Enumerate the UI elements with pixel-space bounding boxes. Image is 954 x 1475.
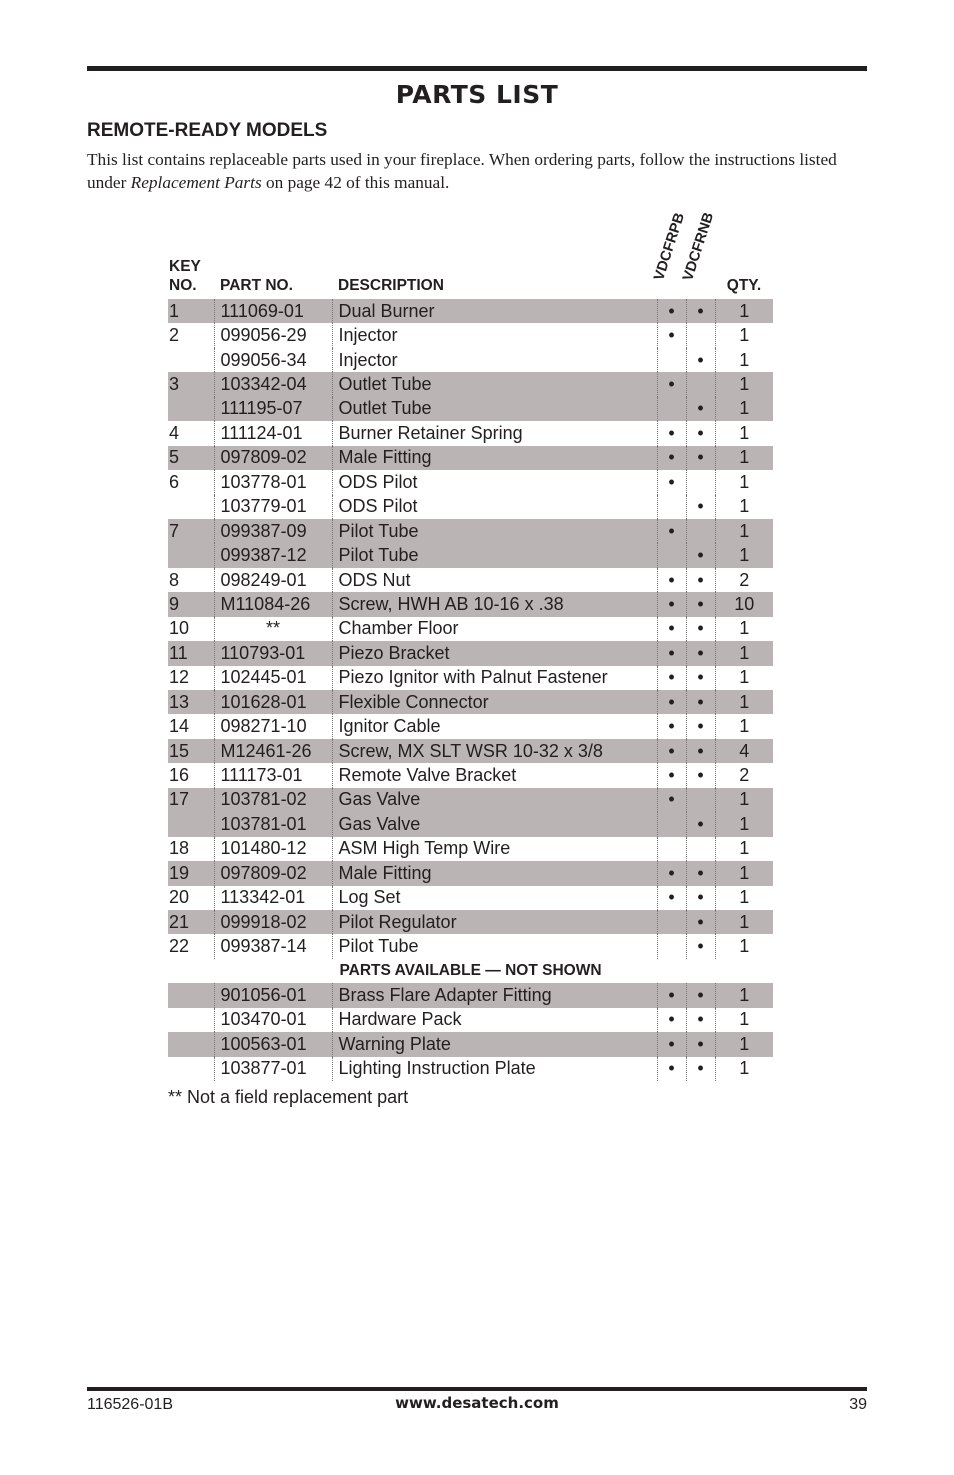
table-row <box>168 641 773 665</box>
description-cell: Screw, MX SLT WSR 10-32 x 3/8 <box>332 739 657 763</box>
key-no-cell: 12 <box>169 667 190 688</box>
description-cell: Injector <box>332 348 657 372</box>
table-row <box>168 714 773 738</box>
part-no-cell: M12461-26 <box>214 739 332 763</box>
part-no-cell: 103342-04 <box>214 372 332 396</box>
description-cell: Hardware Pack <box>332 1008 657 1032</box>
qty-cell: 1 <box>715 1032 773 1056</box>
part-no-cell: 103781-02 <box>214 788 332 812</box>
part-no-cell: 099387-12 <box>214 543 332 567</box>
qty-cell: 1 <box>715 543 773 567</box>
key-no-cell: 19 <box>168 861 214 885</box>
model2-mark-cell: • <box>686 568 715 592</box>
not-shown-heading: PARTS AVAILABLE — NOT SHOWN <box>339 962 602 980</box>
table-row <box>168 1032 773 1056</box>
description-cell: Piezo Bracket <box>332 641 657 665</box>
part-no-cell: 099918-02 <box>214 910 332 934</box>
part-no-cell: 100563-01 <box>214 1032 332 1056</box>
description-cell: Warning Plate <box>332 1032 657 1056</box>
part-no-cell: 110793-01 <box>214 641 332 665</box>
key-no-cell <box>168 1057 214 1081</box>
description-cell: Burner Retainer Spring <box>332 421 657 445</box>
model2-mark-cell: • <box>686 763 715 787</box>
model1-mark-cell: • <box>657 470 686 494</box>
table-row <box>168 568 773 592</box>
table-row <box>168 861 773 885</box>
part-no-cell: 101480-12 <box>214 837 332 861</box>
part-no-cell: 111069-01 <box>214 299 332 323</box>
qty-header: QTY. <box>726 277 762 294</box>
model2-mark-cell: • <box>686 812 715 836</box>
qty-cell: 1 <box>715 934 773 958</box>
description-cell: Gas Valve <box>332 788 657 812</box>
qty-cell: 1 <box>715 641 773 665</box>
model1-mark-cell: • <box>657 641 686 665</box>
model2-mark-cell: • <box>686 1008 715 1032</box>
qty-cell: 1 <box>715 1057 773 1081</box>
key-no-cell: 2 <box>169 325 180 346</box>
table-row <box>168 666 773 690</box>
part-no-cell: 901056-01 <box>214 983 332 1007</box>
qty-cell: 2 <box>715 568 773 592</box>
description-header: DESCRIPTION <box>338 277 444 294</box>
not-shown-heading-row <box>168 959 773 983</box>
description-cell: ASM High Temp Wire <box>332 837 657 861</box>
model1-header: VDCFRPB <box>651 210 689 283</box>
qty-cell: 1 <box>715 1008 773 1032</box>
qty-cell: 4 <box>715 739 773 763</box>
model1-mark-cell <box>657 543 686 567</box>
qty-cell: 1 <box>715 861 773 885</box>
model2-mark-cell: • <box>686 1057 715 1081</box>
model1-mark-cell: • <box>657 592 686 616</box>
key-no-cell: 14 <box>169 716 190 737</box>
description-cell: Chamber Floor <box>332 617 657 641</box>
part-no-cell: 102445-01 <box>214 666 332 690</box>
key-no-cell: 6 <box>169 471 180 492</box>
description-cell: Lighting Instruction Plate <box>332 1057 657 1081</box>
part-no-cell: 103779-01 <box>214 495 332 519</box>
description-cell: ODS Nut <box>332 568 657 592</box>
model1-mark-cell <box>657 348 686 372</box>
key-no-cell: 8 <box>169 569 180 590</box>
table-row <box>168 690 773 714</box>
model2-mark-cell: • <box>686 714 715 738</box>
model1-mark-cell: • <box>657 861 686 885</box>
model1-mark-cell: • <box>657 739 686 763</box>
model2-mark-cell: • <box>686 495 715 519</box>
description-cell: Screw, HWH AB 10-16 x .38 <box>332 592 657 616</box>
description-cell: Log Set <box>332 886 657 910</box>
website-url: www.desatech.com <box>395 1394 559 1412</box>
model1-mark-cell: • <box>657 886 686 910</box>
model2-mark-cell: • <box>686 910 715 934</box>
qty-cell: 1 <box>715 812 773 836</box>
description-cell: Ignitor Cable <box>332 714 657 738</box>
description-cell: Remote Valve Bracket <box>332 763 657 787</box>
key-header-line2: NO. <box>169 277 197 294</box>
model1-mark-cell: • <box>657 568 686 592</box>
qty-cell: 1 <box>715 348 773 372</box>
part-no-cell: 103470-01 <box>214 1008 332 1032</box>
model1-mark-cell: • <box>657 1032 686 1056</box>
part-no-cell: 099387-09 <box>214 519 332 543</box>
model1-mark-cell: • <box>657 617 686 641</box>
part-no-cell: M11084-26 <box>214 592 332 616</box>
table-row <box>168 421 773 445</box>
key-no-cell: 16 <box>169 765 190 786</box>
qty-cell: 1 <box>715 519 773 543</box>
footnote: ** Not a field replacement part <box>168 1087 409 1107</box>
part-no-cell: 097809-02 <box>214 861 332 885</box>
part-no-cell: 099387-14 <box>214 934 332 958</box>
key-no-cell: 7 <box>168 519 214 543</box>
key-no-cell <box>168 495 214 519</box>
table-row <box>168 372 773 396</box>
table-row <box>168 1008 773 1032</box>
part-no-cell: 098271-10 <box>214 714 332 738</box>
model1-mark-cell: • <box>657 323 686 347</box>
top-rule <box>87 66 867 71</box>
table-row <box>168 592 773 616</box>
model1-mark-cell <box>657 397 686 421</box>
model2-mark-cell: • <box>686 690 715 714</box>
table-row <box>168 739 773 763</box>
key-no-cell <box>168 812 214 836</box>
description-cell: Injector <box>332 323 657 347</box>
description-cell: ODS Pilot <box>332 470 657 494</box>
key-no-cell: 5 <box>168 446 214 470</box>
table-row <box>168 837 773 861</box>
key-no-cell: 21 <box>168 910 214 934</box>
model2-mark-cell: • <box>686 421 715 445</box>
qty-cell: 1 <box>715 323 773 347</box>
model2-mark-cell: • <box>686 666 715 690</box>
part-no-cell: 098249-01 <box>214 568 332 592</box>
key-no-header <box>168 210 214 299</box>
description-cell: Brass Flare Adapter Fitting <box>332 983 657 1007</box>
model2-mark-cell: • <box>686 543 715 567</box>
key-no-cell: 13 <box>168 690 214 714</box>
table-row <box>168 470 773 494</box>
model2-mark-cell: • <box>686 1032 715 1056</box>
key-no-cell: 11 <box>168 641 214 665</box>
model2-mark-cell: • <box>686 592 715 616</box>
model1-mark-cell: • <box>657 666 686 690</box>
model2-mark-cell: • <box>686 299 715 323</box>
qty-cell: 1 <box>715 983 773 1007</box>
description-cell: ODS Pilot <box>332 495 657 519</box>
qty-cell: 1 <box>715 788 773 812</box>
model1-mark-cell: • <box>657 446 686 470</box>
bottom-rule <box>87 1387 867 1391</box>
model1-mark-cell: • <box>657 1057 686 1081</box>
model2-mark-cell <box>686 470 715 494</box>
model1-mark-cell <box>657 934 686 958</box>
model2-mark-cell: • <box>686 397 715 421</box>
description-cell: Male Fitting <box>332 861 657 885</box>
key-no-cell <box>168 1032 214 1056</box>
table-row <box>168 519 773 543</box>
key-no-cell: 9 <box>168 592 214 616</box>
model1-mark-cell: • <box>657 421 686 445</box>
model2-mark-cell: • <box>686 617 715 641</box>
description-cell: Flexible Connector <box>332 690 657 714</box>
qty-cell: 1 <box>715 495 773 519</box>
table-row <box>168 910 773 934</box>
key-no-cell: 4 <box>169 422 180 443</box>
key-no-cell: 1 <box>168 299 214 323</box>
qty-cell: 1 <box>715 690 773 714</box>
part-no-cell: 113342-01 <box>214 886 332 910</box>
key-no-cell <box>168 397 214 421</box>
part-no-cell: 099056-34 <box>214 348 332 372</box>
part-no-cell: 103877-01 <box>214 1057 332 1081</box>
qty-cell: 1 <box>715 397 773 421</box>
table-row <box>168 763 773 787</box>
table-row <box>168 886 773 910</box>
qty-cell: 1 <box>715 470 773 494</box>
qty-cell: 1 <box>715 617 773 641</box>
doc-number: 116526-01B <box>87 1396 173 1413</box>
description-cell: Piezo Ignitor with Palnut Fastener <box>332 666 657 690</box>
model2-mark-cell <box>686 519 715 543</box>
qty-cell: 1 <box>715 372 773 396</box>
parts-table <box>168 210 773 1081</box>
key-no-cell: 15 <box>168 739 214 763</box>
description-cell: Male Fitting <box>332 446 657 470</box>
description-cell: Outlet Tube <box>332 397 657 421</box>
table-header-row <box>168 210 773 299</box>
model2-mark-cell: • <box>686 861 715 885</box>
model2-mark-cell <box>686 788 715 812</box>
section-title: REMOTE-READY MODELS <box>87 120 328 141</box>
model2-header: VDCFRNB <box>680 210 718 283</box>
qty-cell: 1 <box>715 299 773 323</box>
model2-mark-cell: • <box>686 934 715 958</box>
key-no-cell: 22 <box>169 936 190 957</box>
part-no-cell: 111195-07 <box>214 397 332 421</box>
intro-text-start: This list contains replaceable parts used in your fireplace. When ordering parts, follow the instructions listed under <box>87 150 837 192</box>
key-no-cell: 17 <box>168 788 214 812</box>
intro-paragraph <box>87 148 877 194</box>
description-cell: Dual Burner <box>332 299 657 323</box>
model1-mark-cell: • <box>657 788 686 812</box>
model1-mark-cell <box>657 495 686 519</box>
qty-cell: 1 <box>715 421 773 445</box>
key-no-cell <box>168 1008 214 1032</box>
model2-mark-cell: • <box>686 983 715 1007</box>
description-cell: Pilot Regulator <box>332 910 657 934</box>
key-no-cell <box>168 543 214 567</box>
qty-cell: 2 <box>715 763 773 787</box>
table-row <box>168 299 773 323</box>
part-no-cell: 111173-01 <box>214 763 332 787</box>
model1-mark-cell: • <box>657 519 686 543</box>
model1-mark-cell: • <box>657 690 686 714</box>
table-row <box>168 788 773 812</box>
description-cell: Gas Valve <box>332 812 657 836</box>
part-no-cell: 111124-01 <box>214 421 332 445</box>
model2-mark-cell: • <box>686 446 715 470</box>
qty-cell: 1 <box>715 714 773 738</box>
model2-mark-cell: • <box>686 641 715 665</box>
part-no-cell: 101628-01 <box>214 690 332 714</box>
model1-mark-cell: • <box>657 763 686 787</box>
qty-cell: 1 <box>715 910 773 934</box>
table-row <box>168 812 773 836</box>
description-cell: Pilot Tube <box>332 934 657 958</box>
model2-mark-cell: • <box>686 348 715 372</box>
part-no-cell: 097809-02 <box>214 446 332 470</box>
intro-text-end: on page 42 of this manual. <box>261 173 450 192</box>
model2-mark-cell: • <box>686 886 715 910</box>
table-row <box>168 934 773 958</box>
description-cell: Pilot Tube <box>332 543 657 567</box>
key-no-cell <box>168 348 214 372</box>
key-header-line1: KEY <box>169 258 201 275</box>
description-cell: Pilot Tube <box>332 519 657 543</box>
part-no-header: PART NO. <box>220 277 293 294</box>
key-no-cell <box>168 983 214 1007</box>
model2-mark-cell <box>686 837 715 861</box>
key-no-cell: 20 <box>169 887 190 908</box>
table-row <box>168 446 773 470</box>
model1-mark-cell: • <box>657 714 686 738</box>
qty-cell: 1 <box>715 666 773 690</box>
table-row <box>168 495 773 519</box>
part-no-cell: 099056-29 <box>214 323 332 347</box>
qty-cell: 1 <box>715 446 773 470</box>
key-no-cell: 3 <box>168 372 214 396</box>
qty-cell: 1 <box>715 886 773 910</box>
qty-cell: 10 <box>715 592 773 616</box>
page-number: 39 <box>849 1396 867 1413</box>
table-row <box>168 397 773 421</box>
key-no-cell: 10 <box>169 618 190 639</box>
model2-mark-cell <box>686 372 715 396</box>
model1-mark-cell <box>657 910 686 934</box>
model1-mark-cell <box>657 837 686 861</box>
key-no-cell: 18 <box>169 838 190 859</box>
part-no-cell: 103781-01 <box>214 812 332 836</box>
page-title: PARTS LIST <box>395 80 559 109</box>
table-row <box>168 348 773 372</box>
description-cell: Outlet Tube <box>332 372 657 396</box>
table-row <box>168 983 773 1007</box>
model2-mark-cell: • <box>686 739 715 763</box>
table-row <box>168 323 773 347</box>
model1-mark-cell: • <box>657 1008 686 1032</box>
part-no-cell: 103778-01 <box>214 470 332 494</box>
table-row <box>168 543 773 567</box>
table-row <box>168 617 773 641</box>
table-row <box>168 1057 773 1081</box>
model2-mark-cell <box>686 323 715 347</box>
model1-mark-cell: • <box>657 372 686 396</box>
model1-mark-cell <box>657 812 686 836</box>
part-no-cell: ** <box>214 617 332 641</box>
model1-mark-cell: • <box>657 299 686 323</box>
intro-reference: Replacement Parts <box>130 173 262 192</box>
model2-header-cell <box>680 210 718 299</box>
model1-mark-cell: • <box>657 983 686 1007</box>
qty-cell: 1 <box>715 837 773 861</box>
